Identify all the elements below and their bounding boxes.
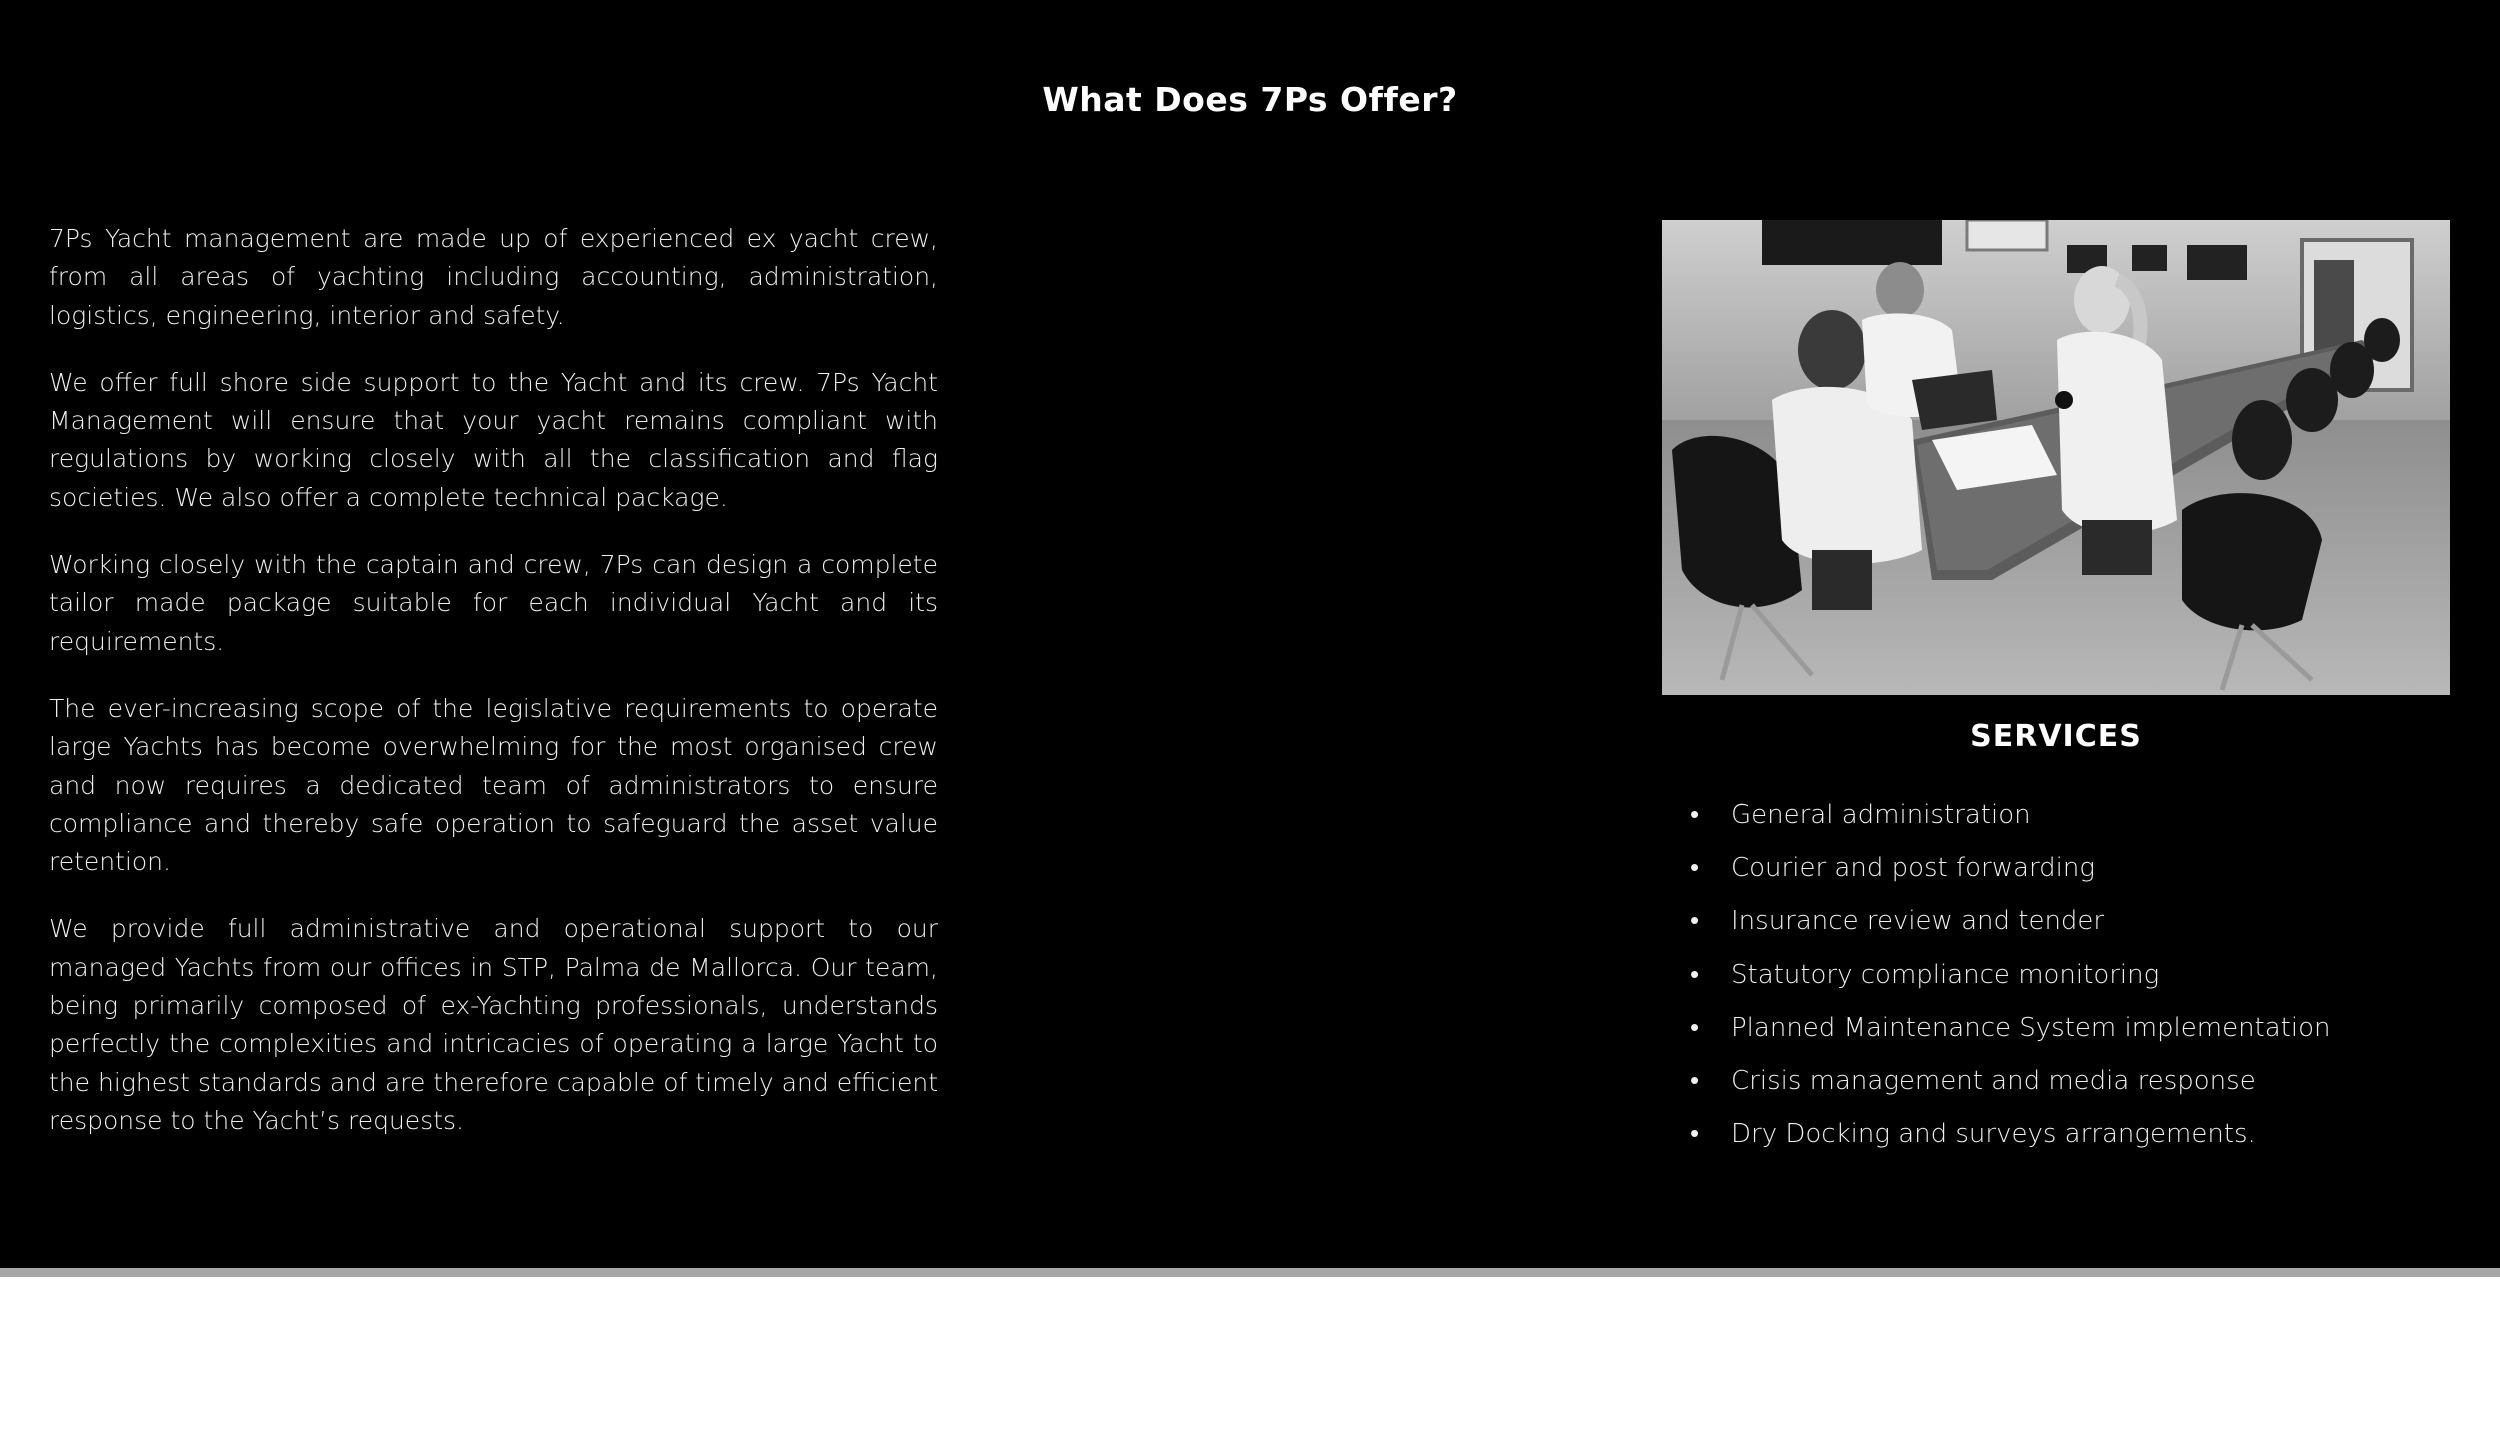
intro-paragraph-2: We offer full shore side support to the Yacht and its crew. 7Ps Yacht Management will ensure that your yacht remains compliant with regulations by working closely with all the classification and flag societies. We also offer a complete technical package. — [49, 367, 938, 512]
services-heading: SERVICES — [1970, 719, 2142, 754]
bullet-icon: • — [1690, 1065, 1700, 1096]
bullet-icon: • — [1690, 959, 1700, 990]
services-item-label: Crisis management and media response — [1731, 1065, 2256, 1096]
services-list-item — [1690, 953, 2331, 1006]
office-meeting-photo — [1662, 220, 2450, 695]
bullet-icon: • — [1690, 1012, 1700, 1043]
intro-paragraph-1: 7Ps Yacht management are made up of experienced ex yacht crew, from all areas of yachting including accounting, administration, logistics, engineering, interior and safety. — [49, 224, 938, 330]
services-list-item — [1690, 793, 2331, 846]
services-list-item — [1690, 899, 2331, 952]
intro-paragraph-5: We provide full administrative and operational support to our managed Yachts from our offices in STP, Palma de Mallorca. Our team, being primarily composed of ex-Yachting professionals, understands perfectly the complexities and intricacies of operating a large Yacht to the highest standards and are therefore capable of timely and efficient response to the Yacht’s requests. — [49, 914, 938, 1135]
intro-text-column — [49, 220, 938, 1169]
slide-bottom-divider — [0, 1268, 2500, 1277]
services-item-label: Dry Docking and surveys arrangements. — [1731, 1119, 2256, 1150]
services-list-item — [1690, 1006, 2331, 1059]
services-item-label: General administration — [1731, 800, 2031, 830]
services-list — [1690, 793, 2331, 1165]
services-list-item — [1690, 1059, 2331, 1112]
intro-paragraph-3: Working closely with the captain and crew, 7Ps can design a complete tailor made package suitable for each individual Yacht and its requirements. — [49, 550, 938, 656]
bullet-icon: • — [1690, 1119, 1700, 1150]
services-item-label: Insurance review and tender — [1731, 906, 2105, 937]
services-list-item — [1690, 846, 2331, 899]
bullet-icon: • — [1690, 800, 1700, 830]
services-item-label: Statutory compliance monitoring — [1731, 959, 2160, 990]
bullet-icon: • — [1690, 853, 1700, 884]
intro-paragraph-4: The ever-increasing scope of the legislative requirements to operate large Yachts has become overwhelming for the most organised crew and now requires a dedicated team of administrators to ensure compliance and thereby safe operation to safeguard the asset value retention. — [49, 693, 938, 877]
services-item-label: Planned Maintenance System implementation — [1731, 1012, 2331, 1043]
services-item-label: Courier and post forwarding — [1731, 853, 2095, 884]
slide-title: What Does 7Ps Offer? — [1042, 80, 1458, 119]
bullet-icon: • — [1690, 906, 1700, 937]
services-list-item — [1690, 1112, 2331, 1165]
